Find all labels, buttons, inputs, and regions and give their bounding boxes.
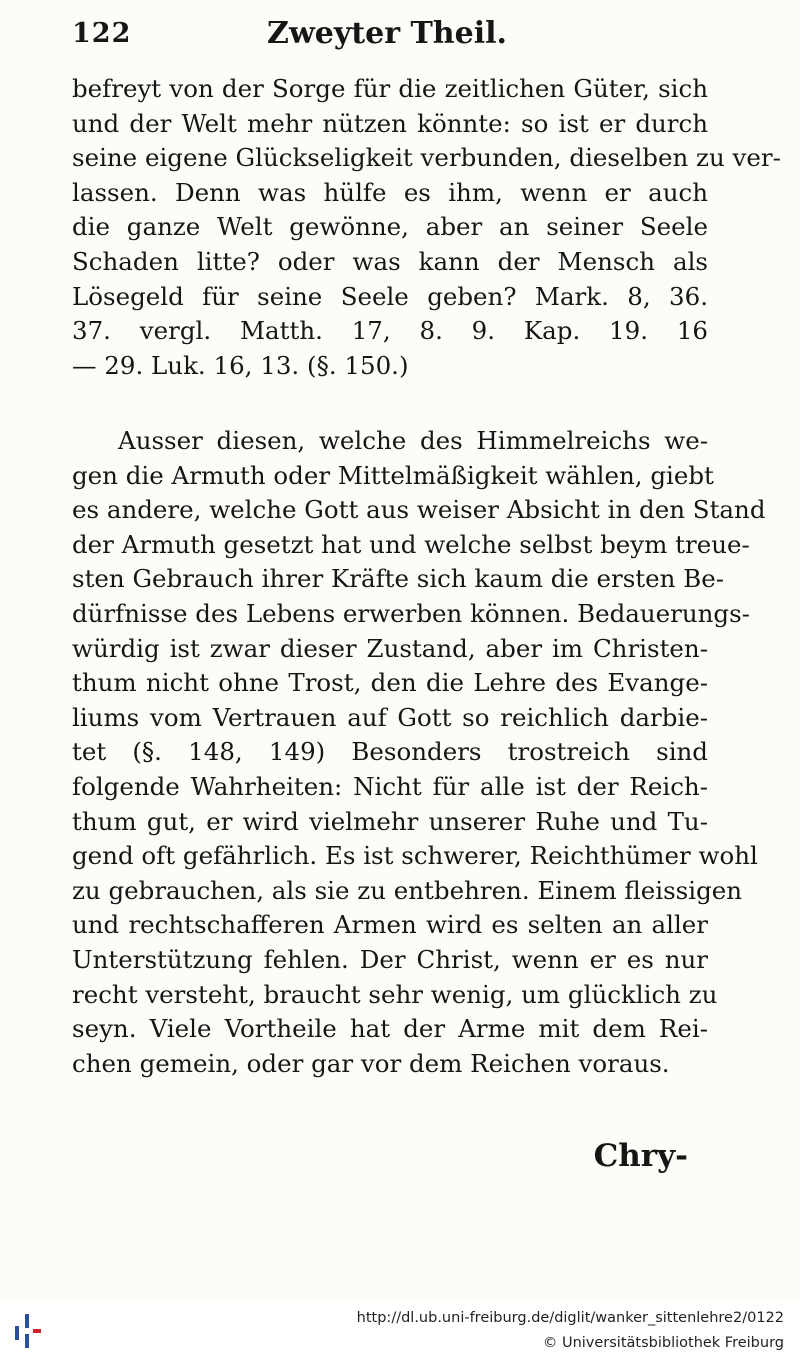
logo-bar-red [33,1329,41,1333]
logo-bar-blue-top [25,1314,29,1328]
text-line: die ganze Welt gewönne, aber an seiner Seele [72,212,708,242]
text-line: Ausser diesen, welche des Himmelreichs we- [118,426,708,455]
text-line: und rechtschafferen Armen wird es selten an aller [72,910,708,940]
text-line: würdig ist zwar dieser Zustand, aber im Christen- [72,633,708,663]
logo-bar-blue-left [15,1326,19,1340]
text-line: seyn. Viele Vortheile hat der Arme mit dem Rei- [72,1014,708,1044]
copyright-text: © Universitätsbibliothek Freiburg [542,1335,784,1351]
text-line: zu gebrauchen, als sie zu entbehren. Einem fleissigen [72,875,743,905]
text-line: befreyt von der Sorge für die zeitlichen Güter, sich [72,74,708,103]
page-number: 122 [72,18,132,49]
text-line: gen die Armuth oder Mittelmäßigkeit wählen, giebt [72,460,714,490]
text-line: — 29. Luk. 16, 13. (§. 150.) [72,350,409,380]
logo-bar-blue-bottom [25,1334,29,1348]
text-line: thum gut, er wird vielmehr unserer Ruhe und Tu- [72,806,708,836]
page-header [72,14,702,58]
text-line: es andere, welche Gott aus weiser Absicht in den Stand [72,495,766,525]
text-line: chen gemein, oder gar vor dem Reichen voraus. [72,1048,670,1078]
text-line: gend oft gefährlich. Es ist schwerer, Reichthümer wohl [72,841,758,871]
text-line: der Armuth gesetzt hat und welche selbst beym treue- [72,529,750,559]
text-line: Unterstützung fehlen. Der Christ, wenn er es nur [72,944,708,974]
text-line: dürfnisse des Lebens erwerben können. Bedauerungs- [72,598,750,628]
text-line: sten Gebrauch ihrer Kräfte sich kaum die ersten Be- [72,564,725,594]
text-line: folgende Wahrheiten: Nicht für alle ist der Reich- [72,771,708,801]
library-logo-icon [12,1312,42,1350]
source-url-link[interactable]: http://dl.ub.uni-freiburg.de/diglit/wanker_sittenlehre2/0122 [356,1310,784,1326]
viewer-footer [0,1302,800,1360]
text-line: seine eigene Glückseligkeit verbunden, dieselben zu ver- [72,143,781,173]
text-line: 37. vergl. Matth. 17, 8. 9. Kap. 19. 16 [72,316,708,346]
paragraph-2 [72,424,766,1081]
text-line: recht versteht, braucht sehr wenig, um glücklich zu [72,979,718,1009]
catchword: Chry- [593,1138,688,1174]
text-line: Lösegeld für seine Seele geben? Mark. 8, 36. [72,281,708,311]
text-line: thum nicht ohne Trost, den die Lehre des Evange- [72,668,708,698]
text-line: lassen. Denn was hülfe es ihm, wenn er auch [72,177,708,207]
paragraph-1 [72,72,781,383]
running-head: Zweyter Theil. [267,16,507,51]
text-line: und der Welt mehr nützen könnte: so ist er durch [72,108,708,138]
text-line: liums vom Vertrauen auf Gott so reichlich darbie- [72,702,708,732]
text-line: tet (§. 148, 149) Besonders trostreich sind [72,737,708,767]
text-line: Schaden litte? oder was kann der Mensch als [72,246,708,276]
